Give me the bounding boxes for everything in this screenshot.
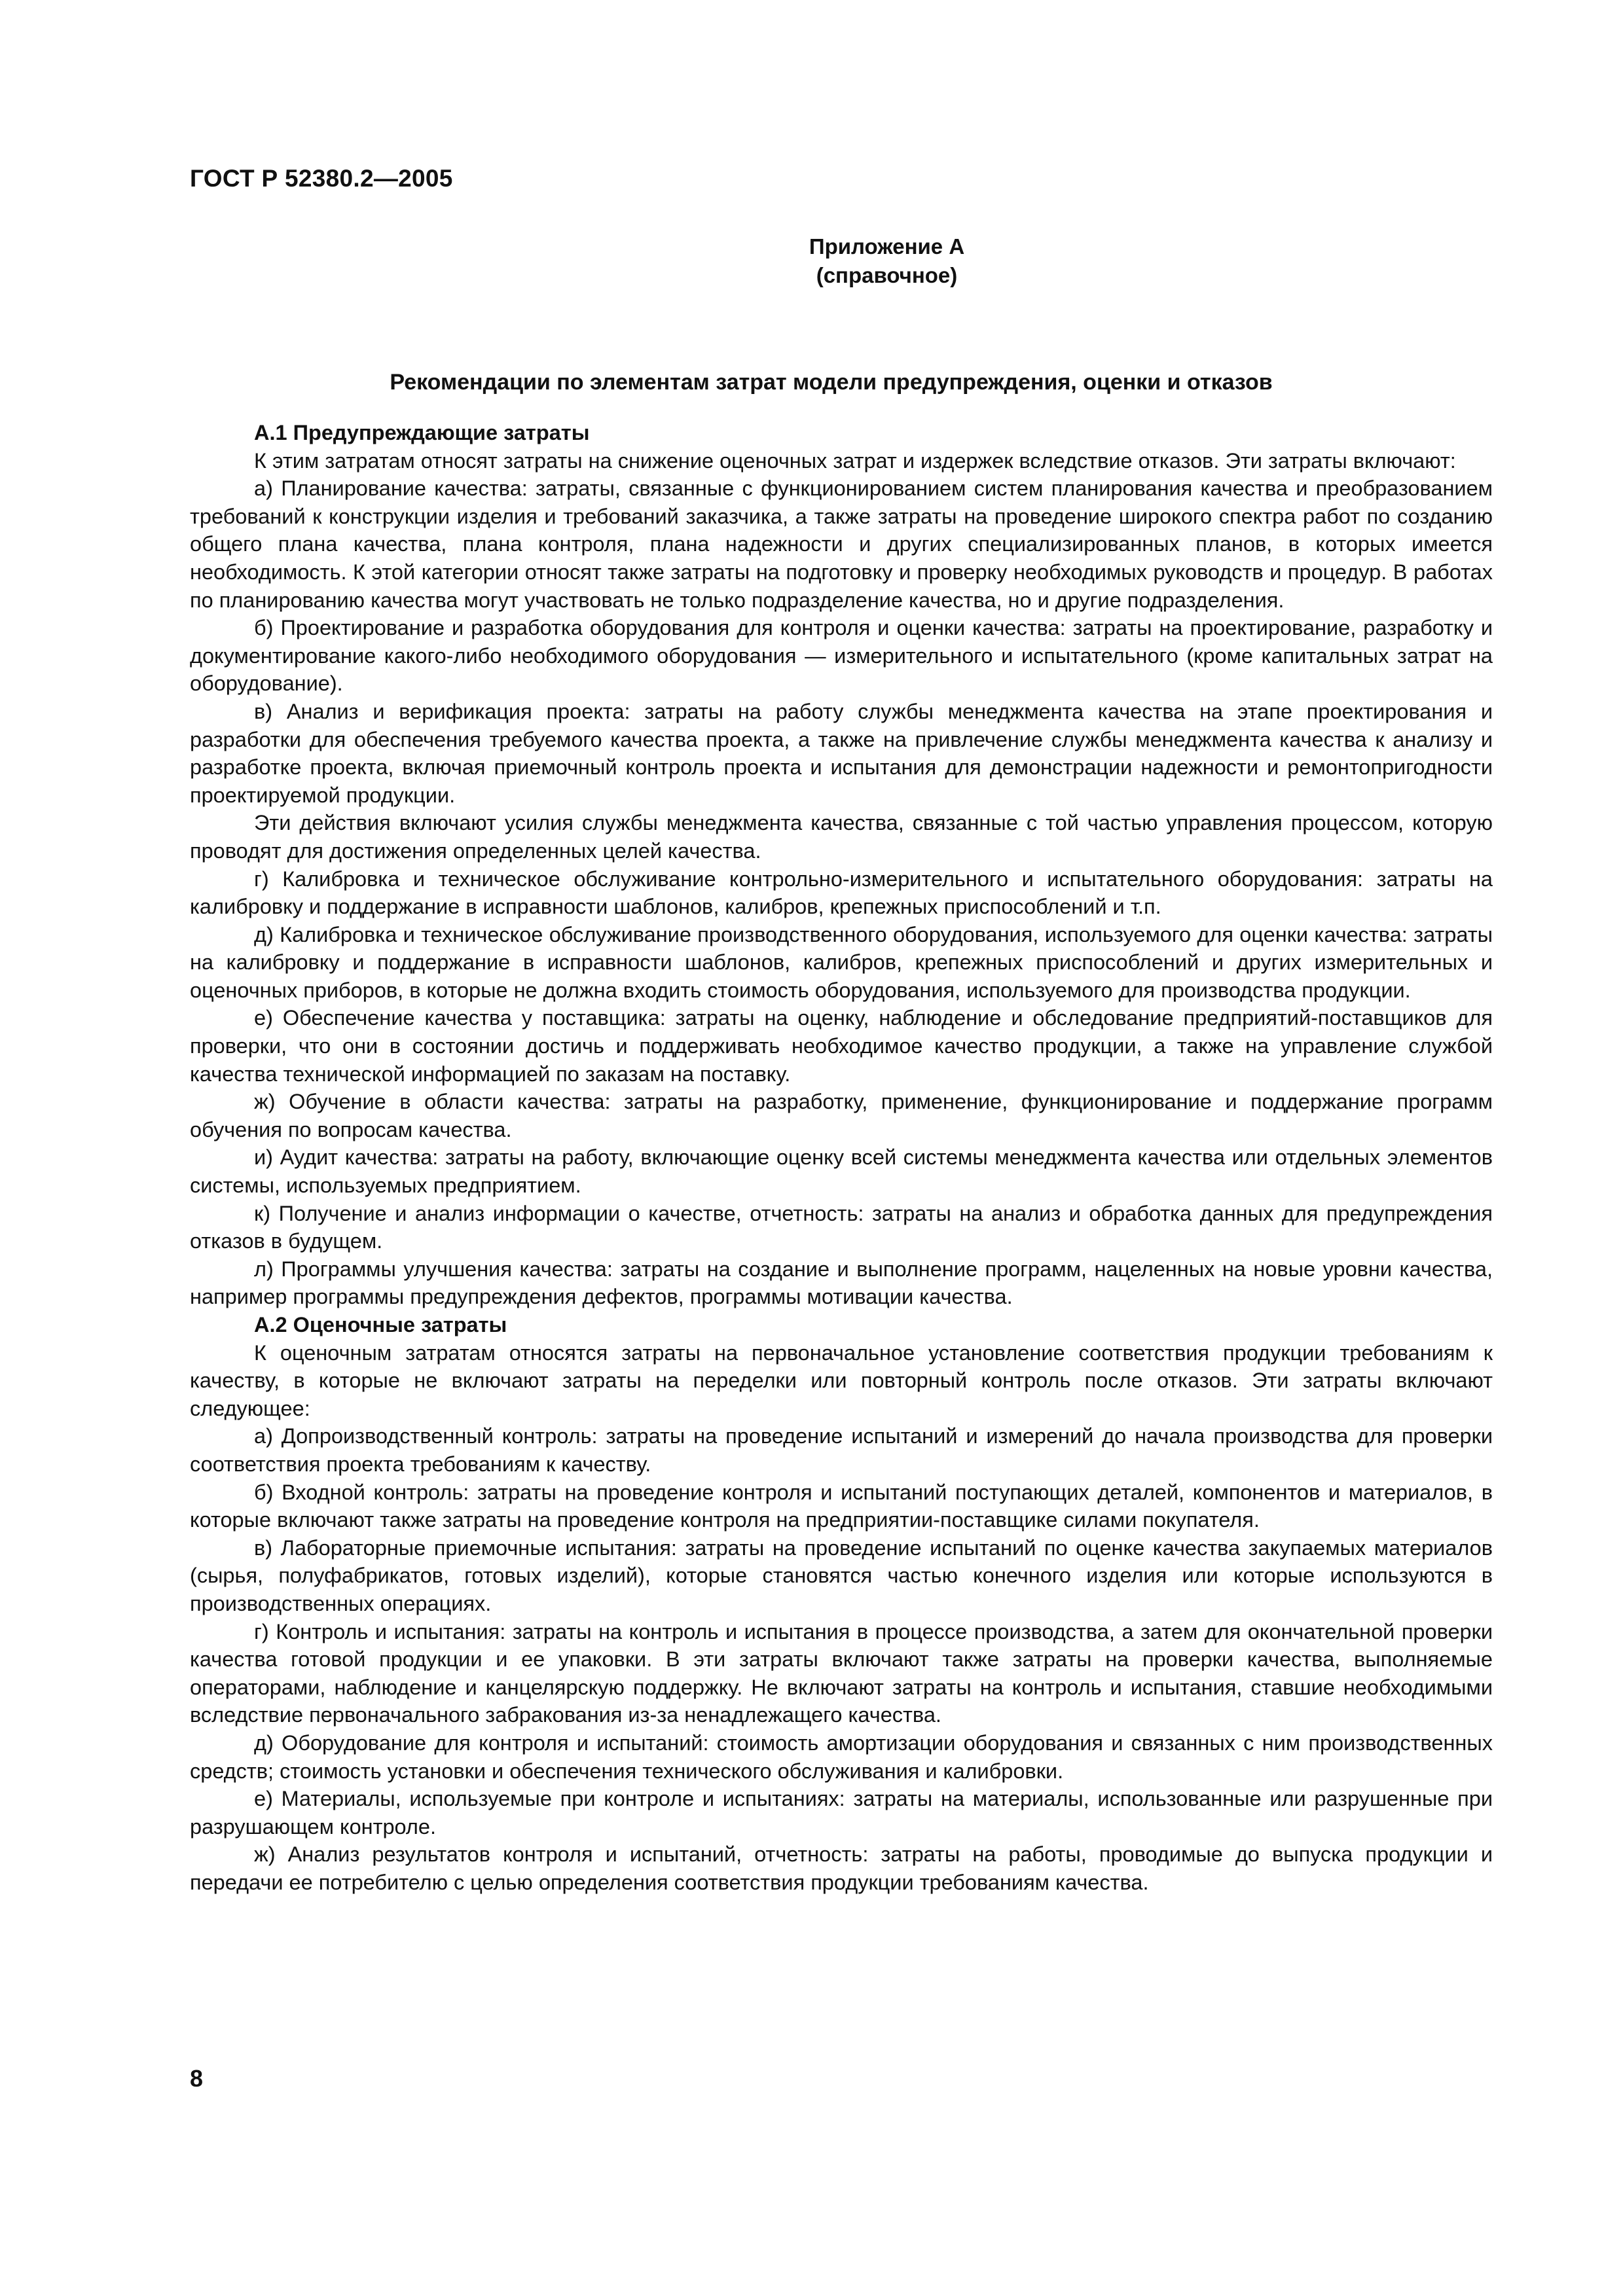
paragraph: К этим затратам относят затраты на снижение оценочных затрат и издержек вследствие отказов. Эти затраты включают: <box>254 448 1456 473</box>
page-title: Рекомендации по элементам затрат модели предупреждения, оценки и отказов <box>390 370 1273 395</box>
document-body <box>190 419 1493 1896</box>
paragraph: К оценочным затратам относятся затраты на первоначальное установление соответствия продукции требованиям к качеству, в которые не включают затраты на переделки или повторный контроль после отказов. Эти затраты включают следующее: <box>190 1340 1493 1420</box>
paragraph: г) Контроль и испытания: затраты на контроль и испытания в процессе производства, а затем для окончательной проверки качества готовой продукции и ее упаковки. В эти затраты включают также затраты на проверки качества, выполняемые операторами, наблюдение и канцелярскую поддержку. Не включают затраты на контроль и испытания, ставшие необходимыми вследствие первоначального забракования из-за ненадлежащего качества. <box>190 1619 1493 1727</box>
paragraph: а) Допроизводственный контроль: затраты на проведение испытаний и измерений до начала производства для проверки соответствия проекта требованиям к качеству. <box>190 1424 1493 1476</box>
paragraph: к) Получение и анализ информации о качестве, отчетность: затраты на анализ и обработка данных для предупреждения отказов в будущем. <box>190 1201 1493 1253</box>
paragraph: в) Анализ и верификация проекта: затраты на работу службы менеджмента качества на этапе проектирования и разработки для обеспечения требуемого качества проекта, а также на привлечение службы менеджмента качества к анализу и разработке проекта, включая приемочный контроль проекта и испытания для демонстрации надежности и ремонтопригодности проектируемой продукции. <box>190 699 1493 807</box>
paragraph: д) Калибровка и техническое обслуживание производственного оборудования, используемого для оценки качества: затраты на калибровку и поддержание в исправности шаблонов, калибров, крепежных приспособлений и других измерительных и оценочных приборов, в которые не должна входить стоимость оборудования, используемого для производства продукции. <box>190 922 1493 1002</box>
section-heading-a1: А.1 Предупреждающие затраты <box>254 421 590 444</box>
paragraph: б) Входной контроль: затраты на проведение контроля и испытаний поступающих деталей, компонентов и материалов, в которые включают также затраты на проведение контроля на предприятии-поставщике силами покупателя. <box>190 1480 1493 1532</box>
paragraph: е) Материалы, используемые при контроле и испытаниях: затраты на материалы, использованные или разрушенные при разрушающем контроле. <box>190 1787 1493 1839</box>
appendix-label: Приложение А <box>809 234 965 259</box>
document-id: ГОСТ Р 52380.2—2005 <box>190 165 453 192</box>
paragraph: в) Лабораторные приемочные испытания: затраты на проведение испытаний по оценке качества закупаемых материалов (сырья, полуфабрикатов, готовых изделий), которые становятся частью конечного изделия или которые используются в производственных операциях. <box>190 1535 1493 1615</box>
paragraph: г) Калибровка и техническое обслуживание контрольно-измерительного и испытательного оборудования: затраты на калибровку и поддержание в исправности шаблонов, калибров, крепежных приспособлений и т.п. <box>190 867 1493 919</box>
paragraph: д) Оборудование для контроля и испытаний: стоимость амортизации оборудования и связанных с ним производственных средств; стоимость установки и обеспечения технического обслуживания и калибровки. <box>190 1731 1493 1783</box>
paragraph: Эти действия включают усилия службы менеджмента качества, связанные с той частью управления процессом, которую проводят для достижения определенных целей качества. <box>190 811 1493 863</box>
page-number: 8 <box>190 2065 204 2092</box>
paragraph: а) Планирование качества: затраты, связанные с функционированием систем планирования качества и преобразованием требований к конструкции изделия и требований заказчика, а также затраты на проведение широкого спектра работ по созданию общего плана качества, плана контроля, плана надежности и других специализированных планов, в которых имеется необходимость. К этой категории относят также затраты на подготовку и проверку необходимых руководств и процедур. В работах по планированию качества могут участвовать не только подразделение качества, но и другие подразделения. <box>190 476 1493 612</box>
appendix-type: (справочное) <box>816 263 958 287</box>
paragraph: и) Аудит качества: затраты на работу, включающие оценку всей системы менеджмента качества или отдельных элементов системы, используемых предприятием. <box>190 1145 1493 1198</box>
section-heading-a2: А.2 Оценочные затраты <box>254 1313 507 1336</box>
paragraph: е) Обеспечение качества у поставщика: затраты на оценку, наблюдение и обследование предприятий-поставщиков для проверки, что они в состоянии достичь и поддерживать необходимое качество продукции, а также на управление службой качества технической информацией по заказам на поставку. <box>190 1006 1493 1086</box>
paragraph: л) Программы улучшения качества: затраты на создание и выполнение программ, нацеленных на новые уровни качества, например программы предупреждения дефектов, программы мотивации качества. <box>190 1257 1493 1309</box>
paragraph: ж) Анализ результатов контроля и испытаний, отчетность: затраты на работы, проводимые до выпуска продукции и передачи ее потребителю с целью определения соответствия продукции требованиям качества. <box>190 1842 1493 1894</box>
paragraph: ж) Обучение в области качества: затраты на разработку, применение, функционирование и поддержание программ обучения по вопросам качества. <box>190 1090 1493 1141</box>
paragraph: б) Проектирование и разработка оборудования для контроля и оценки качества: затраты на проектирование, разработку и документирование какого-либо необходимого оборудования — измерительного и испытательного (кроме капитальных затрат на оборудование). <box>190 616 1493 696</box>
